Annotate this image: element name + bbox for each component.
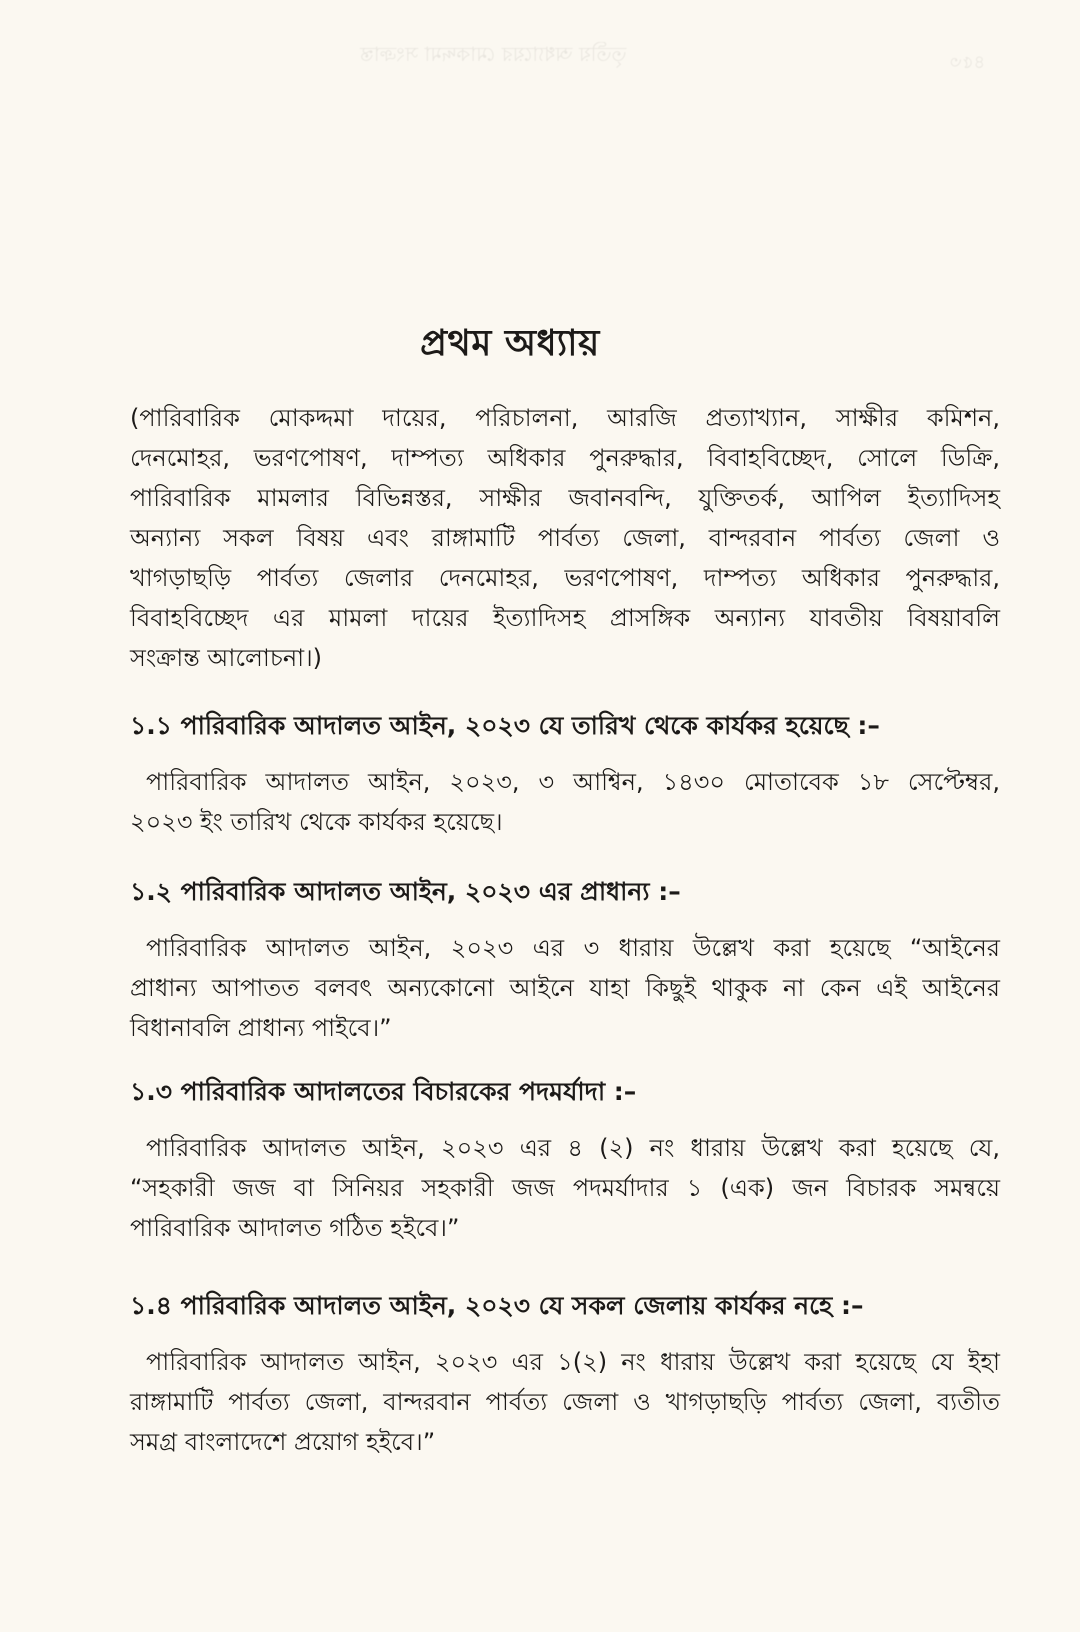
body-line: সমগ্র বাংলাদেশে প্রয়োগ হইবে।” <box>130 1428 436 1456</box>
body-line: পারিবারিক আদালত আইন, ২০২৩ এর ১(২) নং ধারায় উল্লেখ করা হয়েছে যে ইহা <box>146 1348 1000 1376</box>
section-body-1-3 <box>130 1128 1000 1248</box>
intro-line: অন্যান্য সকল বিষয় এবং রাঙ্গামাটি পার্বত্য জেলা, বান্দরবান পার্বত্য জেলা ও <box>130 524 1000 552</box>
section-body-1-1 <box>130 762 1000 842</box>
chapter-title: প্রথম অধ্যায় <box>420 323 600 364</box>
section-body-1-4 <box>130 1342 1000 1462</box>
body-line: পারিবারিক আদালত আইন, ২০২৩, ৩ আশ্বিন, ১৪৩০ মোতাবেক ১৮ সেপ্টেম্বর, <box>146 768 1000 796</box>
section-body-1-2 <box>130 928 1000 1048</box>
section-heading-1-2: ১.২ পারিবারিক আদালত আইন, ২০২৩ এর প্রাধান্য :– <box>130 877 681 906</box>
section-heading-1-1: ১.১ পারিবারিক আদালত আইন, ২০২৩ যে তারিখ থেকে কার্যকর হয়েছে :– <box>130 711 880 740</box>
intro-line: (পারিবারিক মোকদ্দমা দায়ের, পরিচালনা, আরজি প্রত্যাখ্যান, সাক্ষীর কমিশন, <box>130 404 1000 432</box>
body-line: বিধানাবলি প্রাধান্য পাইবে।” <box>130 1014 392 1042</box>
body-line: ২০২৩ ইং তারিখ থেকে কার্যকর হয়েছে। <box>130 808 503 836</box>
body-line: পারিবারিক আদালত আইন, ২০২৩ এর ৩ ধারায় উল্লেখ করা হয়েছে “আইনের <box>146 934 1000 962</box>
chapter-intro <box>130 398 1000 678</box>
bleed-through-page-number: ৪৫৩ <box>950 52 986 73</box>
intro-line: দেনমোহর, ভরণপোষণ, দাম্পত্য অধিকার পুনরুদ্ধার, বিবাহবিচ্ছেদ, সোলে ডিক্রি, <box>130 444 1000 472</box>
body-line: পারিবারিক আদালত গঠিত হইবে।” <box>130 1214 460 1242</box>
section-heading-1-4: ১.৪ পারিবারিক আদালত আইন, ২০২৩ যে সকল জেলায় কার্যকর নহে :– <box>130 1291 864 1320</box>
intro-line: খাগড়াছড়ি পার্বত্য জেলার দেনমোহর, ভরণপোষণ, দাম্পত্য অধিকার পুনরুদ্ধার, <box>130 564 1000 592</box>
body-line: “সহকারী জজ বা সিনিয়র সহকারী জজ পদমর্যাদার ১ (এক) জন বিচারক সমন্বয়ে <box>130 1174 1000 1202</box>
intro-line: পারিবারিক মামলার বিভিন্নস্তর, সাক্ষীর জবানবন্দি, যুক্তিতর্ক, আপিল ইত্যাদিসহ <box>130 484 1000 512</box>
bleed-through-header: তৃতীয় অধ্যায়ের মোকদ্দমা সংক্রান্ত <box>360 42 627 66</box>
body-line: রাঙ্গামাটি পার্বত্য জেলা, বান্দরবান পার্বত্য জেলা ও খাগড়াছড়ি পার্বত্য জেলা, ব্যতীত <box>130 1388 1000 1416</box>
intro-line: বিবাহবিচ্ছেদ এর মামলা দায়ের ইত্যাদিসহ প্রাসঙ্গিক অন্যান্য যাবতীয় বিষয়াবলি <box>130 604 1000 632</box>
section-heading-1-3: ১.৩ পারিবারিক আদালতের বিচারকের পদমর্যাদা :– <box>130 1077 637 1106</box>
body-line: প্রাধান্য আপাতত বলবৎ অন্যকোনো আইনে যাহা কিছুই থাকুক না কেন এই আইনের <box>130 974 1000 1002</box>
intro-line: সংক্রান্ত আলোচনা।) <box>130 644 323 672</box>
body-line: পারিবারিক আদালত আইন, ২০২৩ এর ৪ (২) নং ধারায় উল্লেখ করা হয়েছে যে, <box>146 1134 1000 1162</box>
